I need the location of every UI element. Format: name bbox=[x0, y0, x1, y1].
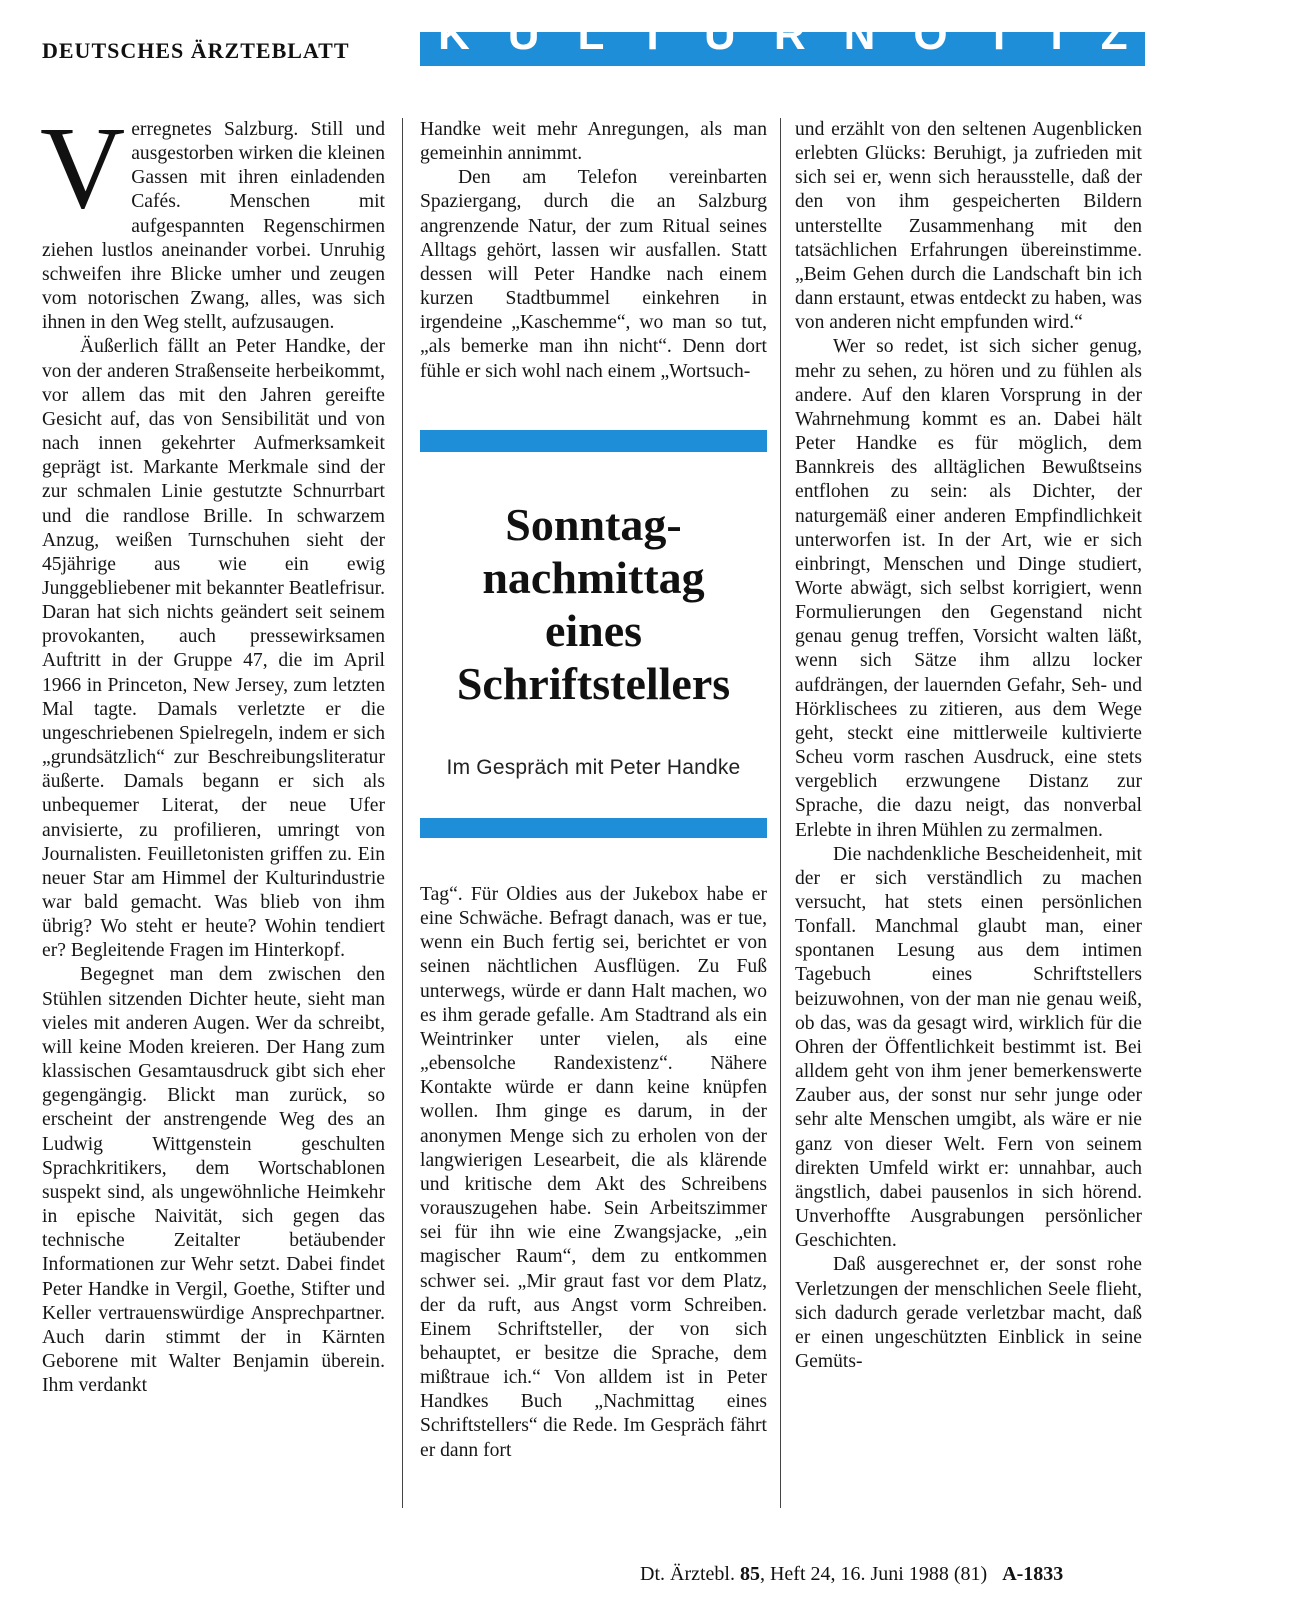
title-line: Schriftstellers bbox=[456, 658, 731, 709]
paragraph-text: erregnetes Salzburg. Still und ausgestorben wirken die kleinen Gassen mit ihren einladenden Cafés. Menschen mit aufgespannten Regenschirmen ziehen lustlos aneinander vorbei. Unruhig schweifen ihre Blicke umher und zeugen vom notorischen Zwang, alles, was sich ihnen in den Weg stellt, aufzusaugen. bbox=[42, 119, 385, 334]
paragraph: Daß ausgerechnet er, der sonst rohe Verletzungen der menschlichen Seele flieht, sich dadurch gerade verletzbar macht, daß er einen ungeschützten Einblick in seine Gemüts- bbox=[795, 1254, 1142, 1372]
column-rule-2 bbox=[780, 118, 781, 1508]
paragraph: Wer so redet, ist sich sicher genug, mehr zu sehen, zu hören und zu fühlen als andere. Auf den klaren Vorsprung in der Wahrnehmung kommt es an. Dabei hält Peter Handke es für möglich, dem Bannkreis des alltäglichen Bewußtseins entflohen zu sein: als Dichter, der naturgemäß einer anderen Empfindlichkeit unterworfen ist. In der Art, wie er sich einbringt, Menschen und Dinge studiert, Worte abwägt, sich selbst korrigiert, wenn Formulierungen den Gegenstand nicht genau genug treffen, Vorsicht walten läßt, wenn sich Sätze ihm allzu locker aufdrängen, der lauernden Gefahr, Seh- und Hörklischees zu zitieren, aus dem Wege geht, steckt eine mittlerweile kultivierte Scheu vorm raschen Ausdruck, eine stets vergeblich erzwungene Distanz zur Sprache, die dazu neigt, das nonverbal Erlebte in ihren Mühlen zu zermalmen. bbox=[795, 336, 1142, 841]
publication-name: DEUTSCHES ÄRZTEBLATT bbox=[42, 38, 350, 63]
headline-bar-top bbox=[420, 430, 767, 452]
headline-bar-bottom bbox=[420, 818, 767, 838]
section-banner-text: KULTURNOTIZEN bbox=[438, 10, 1303, 59]
paragraph: Handke weit mehr Anregungen, als man gemeinhin annimmt. bbox=[420, 119, 767, 165]
article-subtitle: Im Gespräch mit Peter Handke bbox=[446, 756, 741, 779]
title-line: nachmittag bbox=[482, 552, 705, 603]
paragraph bbox=[40, 102, 385, 335]
column-rule-1 bbox=[402, 118, 403, 1508]
paragraph: Die nachdenkliche Bescheidenheit, mit der er sich verständlich zu machen versucht, hat stets einen persönlichen Tonfall. Manchmal glaubt man, einer spontanen Lesung aus dem intimen Tagebuch eines Schriftstellers beizuwohnen, von der man nie genau weiß, ob das, was da gesagt wird, wirklich für die Ohren der Öffentlichkeit bestimmt ist. Bei alldem geht von ihm jener bemerkenswerte Zauber aus, der sonst nur sehr junge oder sehr alte Menschen umgibt, als wäre er nie ganz von dieser Welt. Fern von seinem direkten Umfeld wirkt er: unnahbar, auch ängstlich, dabei pausenlos in sich hörend. Unverhoffte Ausgrabungen persönlicher Geschichten. bbox=[795, 843, 1142, 1252]
drop-cap: V bbox=[40, 102, 126, 233]
title-line: eines bbox=[544, 605, 643, 656]
citation-prefix: Dt. Ärztebl. bbox=[640, 1563, 735, 1585]
paragraph: Tag“. Für Oldies aus der Jukebox habe er eine Schwäche. Befragt danach, was er tue, wenn ein Buch fertig sei, berichtet er von seinen nächtlichen Ausflügen. Zu Fuß unterwegs, würde er dann Halt machen, wo es ihm gerade gefalle. Am Stadtrand als ein Weintrinker unter vielen, als eine „ebensolche Randexistenz“. Nähere Kontakte würde er dann keine knüpfen wollen. Ihm ginge es darum, in der anonymen Menge sich zu erholen von der langwierigen Lesearbeit, die als klärende und kritische dem Akt des Schreibens vorauszugehen habe. Sein Arbeitszimmer sei für ihn wie eine Zwangsjacke, „ein magischer Raum“, dem zu entkommen schwer sei. „Mir graut fast vor dem Platz, der da ruft, aus Angst vorm Schreiben. Einem Schriftsteller, der von sich behauptet, er besitze die Sprache, dem mißtraue ich.“ Von alldem ist in Peter Handkes Buch „Nachmittag eines Schriftstellers“ die Rede. Im Gespräch fährt er dann fort bbox=[420, 884, 767, 1461]
page-number: A-1833 bbox=[1002, 1563, 1064, 1585]
section-banner bbox=[420, 10, 1303, 66]
paragraph: Begegnet man dem zwischen den Stühlen sitzenden Dichter heute, sieht man vieles mit anderen Augen. Wer da schreibt, will keine Moden kreieren. Der Hang zum klassischen Gesamtausdruck gibt sich eher gegengängig. Blickt man zurück, so erscheint der anstrengende Weg des an Ludwig Wittgenstein geschulten Sprachkritikers, dem Wortschablonen suspekt sind, als ungewöhnliche Heimkehr in epische Naivität, sich gegen das technische Zeitalter betäubender Informationen zur Wehr setzt. Dabei findet Peter Handke in Vergil, Goethe, Stifter und Keller vertrauenswürdige Ansprechpartner. Auch darin stimmt der in Kärnten Geborene mit Walter Benjamin überein. Ihm verdankt bbox=[42, 964, 385, 1397]
citation-volume: 85 bbox=[739, 1563, 760, 1585]
title-line: Sonntag- bbox=[505, 499, 682, 550]
page-footer bbox=[640, 1563, 1063, 1586]
paragraph: und erzählt von den seltenen Augenblicken erlebten Glücks: Beruhigt, ja zufrieden mit sich sei er, wenn sich herausstelle, daß der den von ihm gespeicherten Bildern unterstellte Zusammenhang mit den tatsächlichen Erfahrungen übereinstimme. „Beim Gehen durch die Landschaft bin ich dann erstaunt, etwas entdeckt zu haben, was von anderen nicht empfunden wird.“ bbox=[795, 119, 1142, 334]
article-column-3 bbox=[795, 118, 1142, 1374]
paragraph: Den am Telefon vereinbarten Spaziergang, durch die an Salzburg angrenzende Natur, der zum Ritual seines Alltags gehört, lassen wir ausfallen. Statt dessen will Peter Handke nach einem kurzen Stadtbummel einkehren in irgendeine „Kaschemme“, wo man so tut, „als bemerke man ihn nicht“. Denn dort fühle er sich wohl nach einem „Wortsuch- bbox=[420, 167, 767, 382]
article-column-1 bbox=[40, 102, 385, 1398]
article-title bbox=[420, 498, 767, 710]
article-column-2-continued bbox=[420, 883, 767, 1463]
paragraph: Äußerlich fällt an Peter Handke, der von der anderen Straßenseite herbeikommt, vor allem das mit den Jahren gereifte Gesicht auf, das von Sensibilität und von nach innen gekehrter Aufmerksamkeit geprägt ist. Markante Merkmale sind der zur schmalen Linie gestutzte Schnurrbart und die randlose Brille. In schwarzem Anzug, weißen Turnschuhen sieht der 45jährige aus wie ein ewig Junggebliebener mit bekannter Beatlefrisur. Daran hat sich nichts geändert seit seinem provokanten, auch pressewirksamen Auftritt in der Gruppe 47, die im April 1966 in Princeton, New Jersey, zum letzten Mal tagte. Damals verletzte er die ungeschriebenen Spielregeln, indem er sich „grundsätzlich“ zur Beschreibungsliteratur äußerte. Damals begann er sich als unbequemer Literat, der neue Ufer anvisierte, zu profilieren, umringt von Journalisten. Feuilletonisten griffen zu. Ein neuer Star am Himmel der Kulturindustrie war bald gemacht. Was blieb von ihm übrig? Wo steht er heute? Wohin tendiert er? Begleitende Fragen im Hinterkopf. bbox=[42, 336, 385, 962]
article-column-2 bbox=[420, 118, 767, 384]
citation-rest: , Heft 24, 16. Juni 1988 (81) bbox=[759, 1563, 988, 1585]
